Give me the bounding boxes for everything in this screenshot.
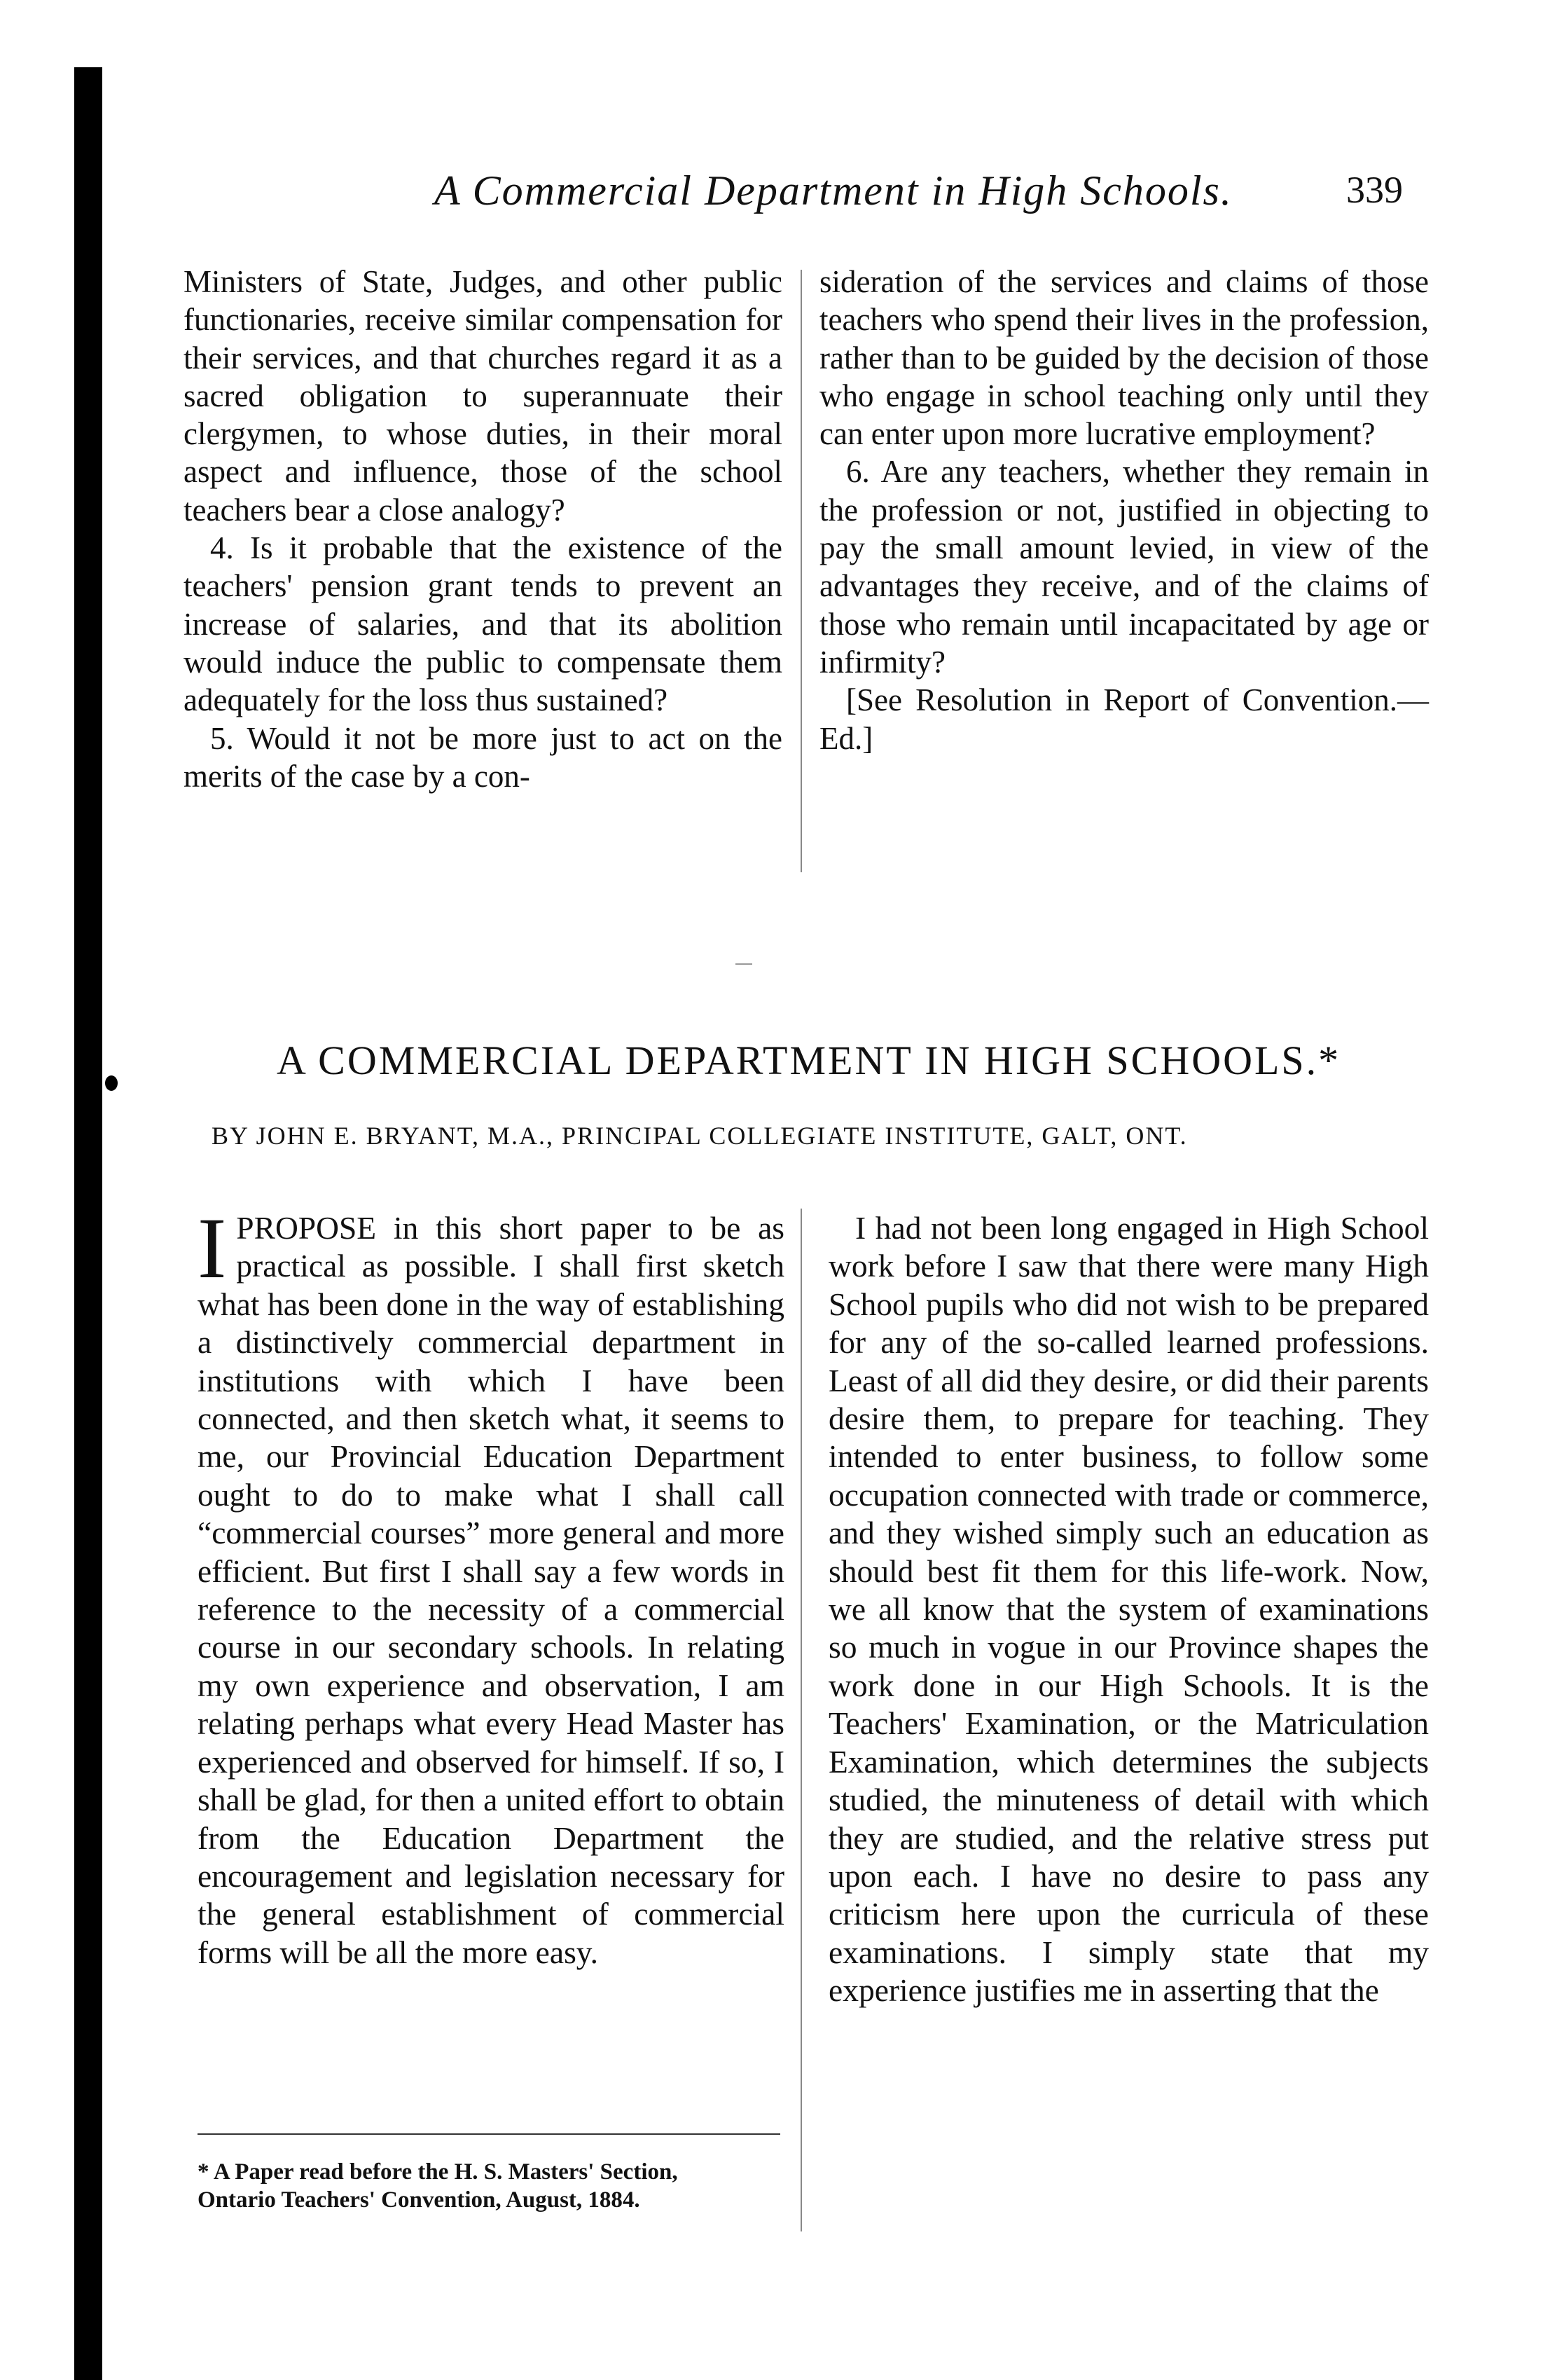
page-number: 339 bbox=[1346, 169, 1403, 211]
question-6: 6. Are any teachers, whether they remain in the profession or not, justified in objecting to pay the small amount levied, in view of the advantages they receive, and of the claims of those who remain until incapacitated by age or infirmity? bbox=[819, 454, 1429, 680]
article-opening-paragraph bbox=[198, 1200, 784, 1972]
editor-note: [See Resolution in Report of Convention.—Ed.] bbox=[819, 682, 1429, 756]
article-right-text: I had not been long engaged in High School work before I saw that there were many High School pupils who did not wish to be prepared for any of the so-called learned professions. Least of all did they desire, or did their parents desire them, to prepare for teaching. They intended to enter business, to follow some occupation connected with trade or commerce, and they wished simply such an education as should best fit them for this life-work. Now, we all know that the system of examinations so much in vogue in our Province shapes the work done in our High Schools. It is the Teachers' Examination, or the Matriculation Examination, which determines the subjects studied, the minuteness of detail with which they are studied, and the relative stress put upon each. I have no desire to pass any criticism here upon the curricula of these examinations. I simply state that my experience justifies me in asserting that the bbox=[829, 1210, 1429, 2009]
footnote-line-1: * A Paper read before the H. S. Masters' Section, bbox=[198, 2159, 678, 2185]
question-5: 5. Would it not be more just to act on the merits of the case by a con- bbox=[184, 720, 782, 794]
footnote-rule bbox=[198, 2133, 780, 2135]
drop-cap: I bbox=[198, 1200, 227, 1296]
article-title: A COMMERCIAL DEPARTMENT IN HIGH SCHOOLS.* bbox=[277, 1038, 1341, 1083]
question-4: 4. Is it probable that the existence of the teachers' pension grant tends to prevent an increase of salaries, and that its abolition would induce the public to compensate them adequately for the loss thus sustained? bbox=[184, 530, 782, 718]
article-right-column bbox=[829, 1209, 1429, 2010]
binding-notch-mark bbox=[105, 1075, 118, 1091]
article-left-text: PROPOSE in this short paper to be as practical as possible. I shall first sketch what has been done in the way of establishing a distinctively commercial department in institutions with which I have been connected, and then sketch what, it seems to me, our Provincial Education Department ought to do to make what I shall call “commercial courses” more general and more efficient. But first I shall say a few words in reference to the necessity of a commercial course in our secondary schools. In relating my own experience and observation, I am relating perhaps what every Head Master has experienced and observed for himself. If so, I shall be glad, for then a united effort to obtain from the Education Department the encouragement and legislation necessary for the general establishment of commercial forms will be all the more easy. bbox=[198, 1210, 784, 1970]
column-divider-upper bbox=[801, 270, 802, 872]
paragraph-continued: Ministers of State, Judges, and other public functionaries, receive similar compensation for their services, and that churches regard it as a sacred obligation to superannuate their clergymen, to whose duties, in their moral aspect and influence, those of the school teachers bear a close analogy? bbox=[184, 264, 782, 528]
binding-edge-shadow bbox=[74, 67, 102, 2380]
article-left-column bbox=[198, 1200, 784, 1972]
upper-right-column bbox=[819, 263, 1429, 757]
article-byline: BY JOHN E. BRYANT, M.A., PRINCIPAL COLLEGIATE INSTITUTE, GALT, ONT. bbox=[212, 1122, 1188, 1150]
column-divider-lower bbox=[801, 1209, 802, 2231]
running-head-title: A Commercial Department in High Schools. bbox=[434, 167, 1233, 214]
footnote bbox=[198, 2158, 786, 2214]
section-separator bbox=[735, 963, 752, 965]
upper-left-column bbox=[184, 263, 782, 795]
question-5-continued: sideration of the services and claims of those teachers who spend their lives in the profession, rather than to be guided by the decision of those who engage in school teaching only until they can enter upon more lucrative employment? bbox=[819, 264, 1429, 452]
footnote-line-2: Ontario Teachers' Convention, August, 1884. bbox=[198, 2187, 640, 2213]
